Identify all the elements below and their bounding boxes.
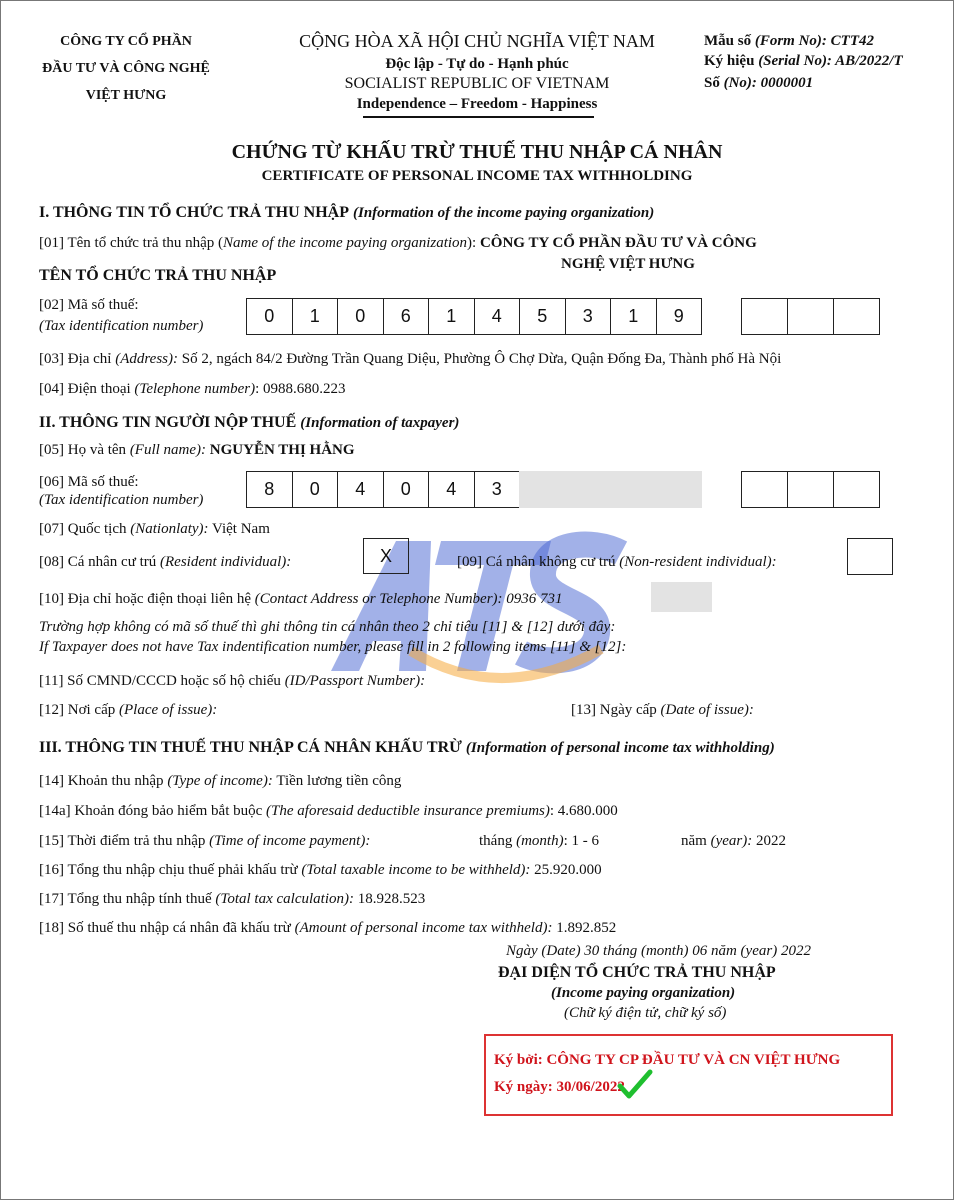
company-line-3: VIỆT HƯNG (85, 88, 167, 103)
company-line-2: ĐẦU TƯ VÀ CÔNG NGHỆ (42, 61, 210, 76)
tax-id-digit-box: 1 (428, 298, 475, 335)
company-line-1: CÔNG TY CỔ PHẦN (60, 34, 192, 49)
field-03: [03] Địa chỉ (Address): Số 2, ngách 84/2 Đường Trần Quang Diệu, Phường Ô Chợ Dừa, Quận Đống Đa, Thành phố Hà Nội (39, 351, 782, 367)
representative-title-en: (Income paying organization) (551, 985, 736, 1001)
field-16: [16] Tổng thu nhập chịu thuế phải khấu trừ (Total taxable income to be withheld): 25.920.000 (39, 862, 602, 878)
page-title: CHỨNG TỪ KHẤU TRỪ THUẾ THU NHẬP CÁ NHÂN (231, 141, 723, 163)
digital-signature-box[interactable] (484, 1034, 893, 1116)
signed-date: Ký ngày: 30/06/2022 (494, 1079, 625, 1095)
tax-id-digit-box: 5 (519, 298, 566, 335)
field-14a: [14a] Khoản đóng bảo hiểm bắt buộc (The aforesaid deductible insurance premiums): 4.680.000 (39, 803, 618, 819)
field-15-month: tháng (month): 1 - 6 (479, 833, 599, 849)
serial-no: Ký hiệu (Serial No): AB/2022/T (704, 53, 903, 69)
redacted-phone (651, 582, 712, 612)
tax-id-digit-box: 6 (383, 298, 430, 335)
field-01-caption: TÊN TỔ CHỨC TRẢ THU NHẬP (39, 267, 277, 284)
signature-note: (Chữ ký điện tử, chữ ký số) (564, 1005, 727, 1021)
tax-id-digit-box: 1 (610, 298, 657, 335)
tax-id-digit-box: 1 (292, 298, 339, 335)
tax-id-digit-box: 4 (337, 471, 384, 508)
form-no: Mẫu số (Form No): CTT42 (704, 33, 875, 49)
tax-id-branch-box (741, 298, 788, 335)
note-en: If Taxpayer does not have Tax indentification number, please fill in 2 following items [11] & [12]: (39, 639, 627, 655)
motto-en: Independence – Freedom - Happiness (356, 96, 598, 112)
page-subtitle: CERTIFICATE OF PERSONAL INCOME TAX WITHHOLDING (261, 168, 693, 184)
tax-id-digit-box: 4 (428, 471, 475, 508)
field-04: [04] Điện thoại (Telephone number): 0988.680.223 (39, 381, 346, 397)
tax-id-branch-box (787, 471, 834, 508)
field-02-label: [02] Mã số thuế: (39, 297, 139, 313)
field-18: [18] Số thuế thu nhập cá nhân đã khấu trừ (Amount of personal income tax withheld): 1.892.852 (39, 920, 617, 936)
tax-id-digit-box: 0 (292, 471, 339, 508)
field-01-value-cont: NGHỆ VIỆT HƯNG (561, 256, 695, 272)
tax-id-digit-box: 0 (383, 471, 430, 508)
representative-title: ĐẠI DIỆN TỔ CHỨC TRẢ THU NHẬP (498, 964, 776, 981)
resident-checkbox[interactable]: X (363, 538, 409, 574)
field-10: [10] Địa chỉ hoặc điện thoại liên hệ (Contact Address or Telephone Number): 0936 731 (39, 591, 563, 607)
field-06-label: [06] Mã số thuế: (39, 474, 139, 490)
field-05: [05] Họ và tên (Full name): NGUYỄN THỊ HẰNG (39, 442, 355, 458)
field-11: [11] Số CMND/CCCD hoặc số hộ chiếu (ID/Passport Number): (39, 673, 426, 689)
field-12: [12] Nơi cấp (Place of issue): (39, 702, 218, 718)
sign-date: Ngày (Date) 30 tháng (month) 06 năm (year) 2022 (506, 943, 811, 959)
tax-id-digit-box: 0 (246, 298, 293, 335)
section-3-heading: III. THÔNG TIN THUẾ THU NHẬP CÁ NHÂN KHẤU TRỪ (Information of personal income tax withholding) (39, 739, 775, 756)
motto: Độc lập - Tự do - Hạnh phúc (385, 56, 569, 72)
non-resident-checkbox[interactable] (847, 538, 893, 575)
nation-title-en: SOCIALIST REPUBLIC OF VIETNAM (344, 75, 610, 92)
signed-by: Ký bởi: CÔNG TY CP ĐẦU TƯ VÀ CN VIỆT HƯNG (494, 1052, 841, 1068)
valid-signature-check-icon (617, 1069, 653, 1101)
note-vi: Trường hợp không có mã số thuế thì ghi thông tin cá nhân theo 2 chỉ tiêu [11] & [12] dưới đây: (39, 619, 616, 635)
tax-id-digit-box: 9 (656, 298, 703, 335)
field-13: [13] Ngày cấp (Date of issue): (571, 702, 754, 718)
section-1-heading: I. THÔNG TIN TỔ CHỨC TRẢ THU NHẬP (Information of the income paying organization) (39, 204, 655, 221)
nation-title: CỘNG HÒA XÃ HỘI CHỦ NGHĨA VIỆT NAM (299, 31, 655, 51)
tax-id-branch-box (833, 471, 880, 508)
tax-id-digit-box: 8 (246, 471, 293, 508)
field-02-label-en: (Tax identification number) (39, 318, 204, 334)
field-17: [17] Tổng thu nhập tính thuế (Total tax calculation): 18.928.523 (39, 891, 426, 907)
field-09: [09] Cá nhân không cư trú (Non-resident individual): (457, 554, 777, 570)
tax-id-digit-box: 4 (474, 298, 521, 335)
tax-id-digit-box: 3 (565, 298, 612, 335)
tax-id-digit-box (565, 471, 612, 508)
field-06-label-en: (Tax identification number) (39, 492, 204, 508)
tax-id-digit-box (656, 471, 703, 508)
section-2-heading: II. THÔNG TIN NGƯỜI NỘP THUẾ (Information of taxpayer) (39, 414, 460, 431)
tax-id-digit-box (610, 471, 657, 508)
doc-no: Số (No): 0000001 (704, 75, 814, 91)
tax-id-digit-box (519, 471, 566, 508)
field-08: [08] Cá nhân cư trú (Resident individual): (39, 554, 292, 570)
field-07: [07] Quốc tịch (Nationlaty): Việt Nam (39, 521, 270, 537)
tax-id-digit-box: 3 (474, 471, 521, 508)
field-15-year: năm (year): 2022 (681, 833, 786, 849)
field-15: [15] Thời điểm trả thu nhập (Time of income payment): (39, 833, 371, 849)
field-01: [01] Tên tổ chức trả thu nhập (Name of the income paying organization): CÔNG TY CỔ PHẦN ĐẦU TƯ VÀ CÔNG (39, 235, 757, 251)
tax-id-branch-box (741, 471, 788, 508)
field-14: [14] Khoản thu nhập (Type of income): Tiền lương tiền công (39, 773, 402, 789)
tax-id-branch-box (787, 298, 834, 335)
tax-id-branch-box (833, 298, 880, 335)
header-underline (363, 116, 594, 118)
tax-id-digit-box: 0 (337, 298, 384, 335)
